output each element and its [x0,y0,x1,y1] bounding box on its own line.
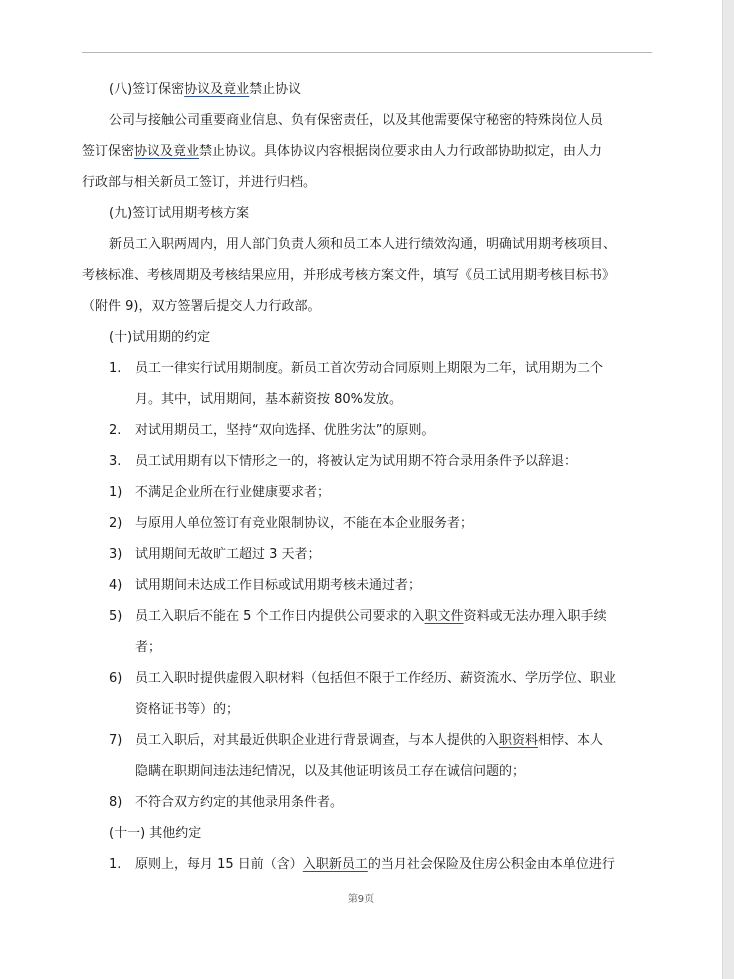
list-item: 1. 原则上，每月 15 日前（含）入职新员工的当月社会保险及住房公积金由本单位进行 [82,853,652,884]
sub-list-item: 8) 不符合双方约定的其他录用条件者。 [82,791,652,822]
section-9-paragraph-line: 考核标准、考核周期及考核结果应用，并形成考核方案文件，填写《员工试用期考核目标书》 [82,268,616,283]
sub-list-item: 3) 试用期间无故旷工超过 3 天者； [82,543,652,574]
section-9-paragraph-line: 新员工入职两周内，用人部门负责人须和员工本人进行绩效沟通，明确试用期考核项目、 [109,237,617,252]
sub-list-item: 6) 员工入职时提供虚假入职材料（包括但不限于工作经历、薪资流水、学历学位、职业 [82,667,652,698]
list-item-continuation: 月。其中，试用期间，基本薪资按 80%发放。 [135,392,403,407]
list-number: 1) [109,485,123,500]
list-item: 1. 员工一律实行试用期制度。新员工首次劳动合同原则上期限为二年，试用期为二个 [82,357,652,388]
page-content [82,78,652,884]
list-number: 3. [109,454,122,469]
section-9-title: (九)签订试用期考核方案 [109,206,250,221]
section-11-title: (十一) 其他约定 [109,826,202,841]
list-number: 2. [109,423,122,438]
sub-list-item: 7) 员工入职后，对其最近供职企业进行背景调查，与本人提供的入职资料相悖、本人 [82,729,652,760]
sub-list-item: 2) 与原用人单位签订有竞业限制协议，不能在本企业服务者； [82,512,652,543]
sub-list-item: 4) 试用期间未达成工作目标或试用期考核未通过者； [82,574,652,605]
list-item-continuation: 者； [135,640,162,655]
list-number: 3) [109,547,123,562]
section-10-title: (十)试用期的约定 [109,330,211,345]
section-9-paragraph-line: （附件 9)，双方签署后提交人力行政部。 [82,299,321,314]
sub-list-item: 5) 员工入职后不能在 5 个工作日内提供公司要求的入职文件资料或无法办理入职手续 [82,605,652,636]
list-item-continuation: 隐瞒在职期间违法违纪情况，以及其他证明该员工存在诚信问题的； [135,764,526,779]
section-8-paragraph-line: 签订保密协议及竟业禁止协议。具体协议内容根据岗位要求由人力行政部协助拟定，由人力 [82,144,603,159]
sub-list-item: 1) 不满足企业所在行业健康要求者； [82,481,652,512]
list-item: 3. 员工试用期有以下情形之一的，将被认定为试用期不符合录用条件予以辞退： [82,450,652,481]
list-number: 1. [109,361,122,376]
section-8-paragraph-line: 公司与接触公司重要商业信息、负有保密责任，以及其他需要保守秘密的特殊岗位人员 [109,113,604,128]
list-number: 5) [109,609,123,624]
list-number: 2) [109,516,123,531]
list-item-continuation: 资格证书等）的； [135,702,240,717]
list-number: 6) [109,671,123,686]
header-rule [82,52,652,53]
section-8-title: (八)签订保密协议及竟业禁止协议 [109,82,302,97]
list-number: 7) [109,733,123,748]
section-8-paragraph-line: 行政部与相关新员工签订，并进行归档。 [82,175,317,190]
list-number: 4) [109,578,123,593]
list-number: 8) [109,795,123,810]
list-item: 2. 对试用期员工，坚持“双向选择、优胜劣汰”的原则。 [82,419,652,450]
page-number-footer: 第9页 [347,894,375,905]
list-number: 1. [109,857,122,872]
